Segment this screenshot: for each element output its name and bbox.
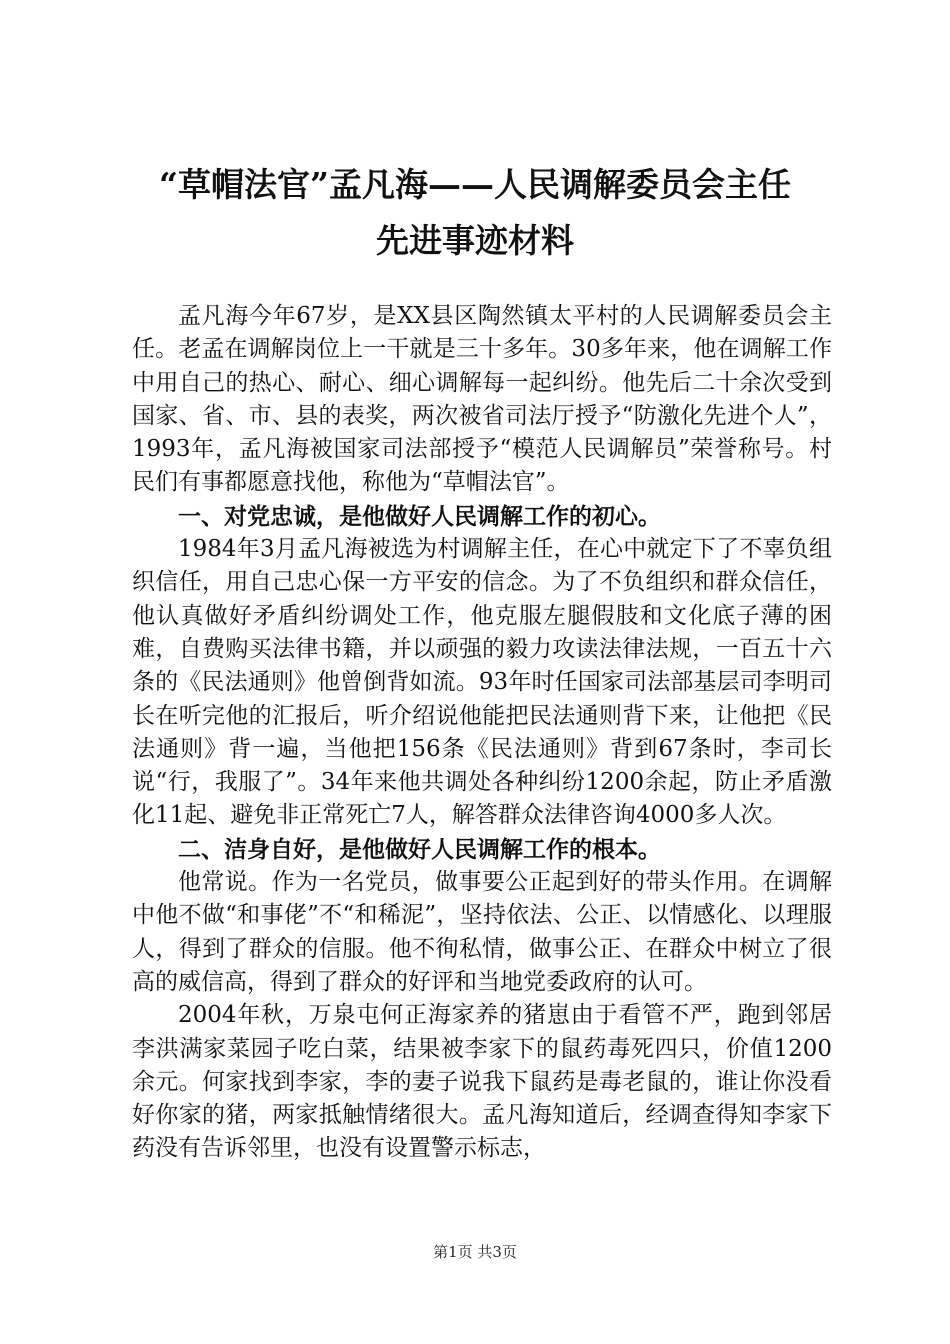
paragraph-section-2a: 他常说。作为一名党员，做事要公正起到好的带头作用。在调解中他不做“和事佬”不“和稀泥”，坚持依法、公正、以情感化、以理服人，得到了群众的信服。他不徇私情，做事公正、在群众中树立了很高的威信高，得到了群众的好评和当地党委政府的认可。: [132, 869, 832, 995]
document-body: [132, 300, 832, 1166]
paragraph-intro: 孟凡海今年67岁，是XX县区陶然镇太平村的人民调解委员会主任。老孟在调解岗位上一干就是三十多年。30多年来，他在调解工作中用自己的热心、耐心、细心调解每一起纠纷。他先后二十余次受到国家、省、市、县的表奖，两次被省司法厅授予“防激化先进个人”，1993年，孟凡海被国家司法部授予“模范人民调解员”荣誉称号。村民们有事都愿意找他，称他为“草帽法官”。: [132, 303, 832, 496]
document-title-line-1: “草帽法官”孟凡海——人民调解委员会主任: [159, 165, 791, 204]
paragraph-section-1: 1984年3月孟凡海被选为村调解主任，在心中就定下了不辜负组织信任，用自己忠心保一方平安的信念。为了不负组织和群众信任，他认真做好矛盾纠纷调处工作，他克服左腿假肢和文化底子薄的困难，自费购买法律书籍，并以顽强的毅力攻读法律法规，一百五十六条的《民法通则》他曾倒背如流。93年时任国家司法部基层司李明司长在听完他的汇报后，听介绍说他能把民法通则背下来，让他把《民法通则》背一遍，当他把156条《民法通则》背到67条时，李司长说“行，我服了”。34年来他共调处各种纠纷1200余起，防止矛盾激化11起、避免非正常死亡7人，解答群众法律咨询4000多人次。: [132, 536, 832, 829]
page-number-footer: 第1页 共3页: [433, 1243, 517, 1261]
section-heading-2: 二、洁身自好，是他做好人民调解工作的根本。: [178, 835, 661, 863]
document-title-line-2: 先进事迹材料: [376, 221, 574, 260]
paragraph-section-2b: 2004年秋，万泉屯何正海家养的猪崽由于看管不严，跑到邻居李洪满家菜园子吃白菜，结果被李家下的鼠药毒死四只，价值1200余元。何家找到李家，李的妻子说我下鼠药是毒老鼠的，谁让你没看好你家的猪，两家抵触情绪很大。孟凡海知道后，经调查得知李家下药没有告诉邻里，也没有设置警示标志，: [132, 1002, 832, 1162]
section-heading-1: 一、对党忠诚，是他做好人民调解工作的初心。: [178, 502, 661, 530]
